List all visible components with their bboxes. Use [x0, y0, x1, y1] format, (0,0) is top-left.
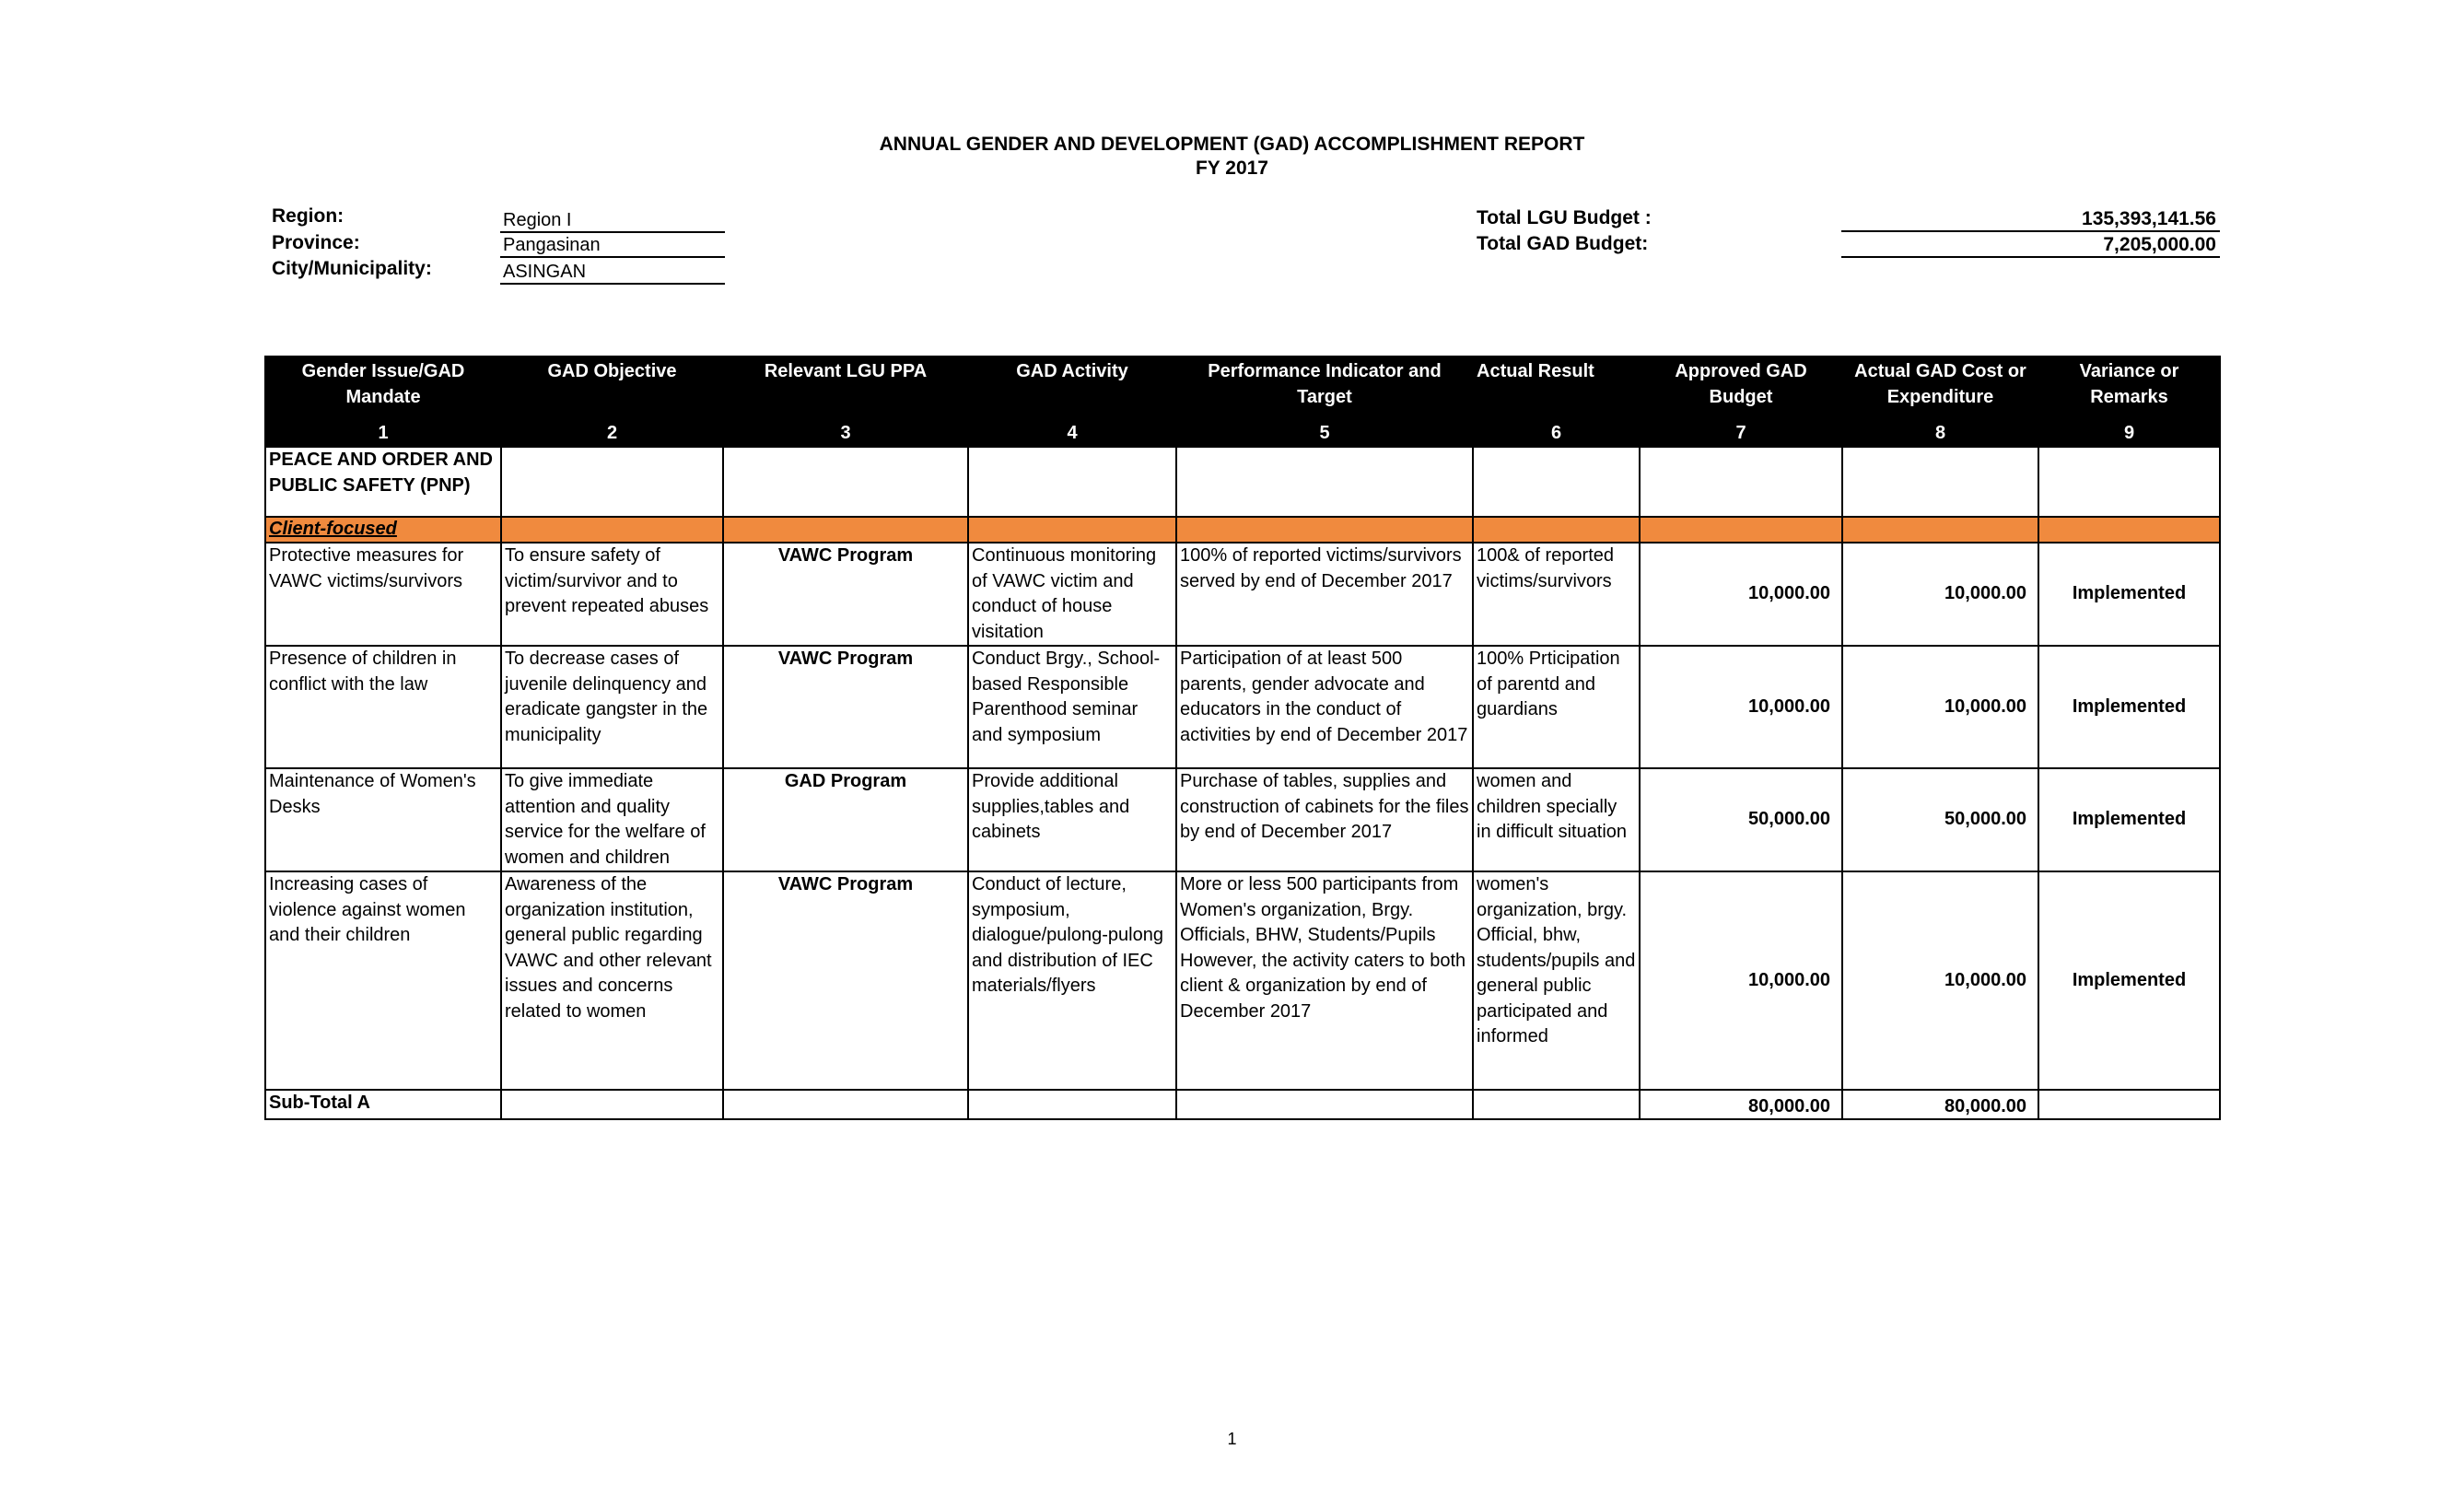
header-cell: Approved GAD Budget: [1640, 356, 1842, 419]
remarks: Implemented: [2038, 543, 2220, 646]
subtotal-approved-budget: 80,000.00: [1640, 1090, 1842, 1119]
remarks: Implemented: [2038, 646, 2220, 768]
actual-cost: 10,000.00: [1842, 646, 2038, 768]
column-number: 3: [723, 419, 968, 447]
gender-issue: Protective measures for VAWC victims/survivors: [265, 543, 501, 646]
actual-result: women and children specially in difficult situation: [1473, 768, 1640, 871]
report-title: ANNUAL GENDER AND DEVELOPMENT (GAD) ACCOMPLISHMENT REPORT: [879, 134, 1585, 155]
region-value: Region I: [500, 209, 725, 233]
header-cell: Gender Issue/GAD Mandate: [265, 356, 501, 419]
lgu-ppa: VAWC Program: [723, 871, 968, 1090]
section-row: [265, 447, 2220, 517]
fiscal-year: FY 2017: [1195, 158, 1268, 179]
header-cell: Relevant LGU PPA: [723, 356, 968, 419]
performance-indicator: 100% of reported victims/survivors served by end of December 2017: [1176, 543, 1473, 646]
gad-activity: Provide additional supplies,tables and cabinets: [968, 768, 1176, 871]
column-number: 2: [501, 419, 723, 447]
header-cell: Actual Result: [1473, 356, 1640, 419]
subtotal-row: [265, 1090, 2220, 1119]
page-number: 1: [1227, 1430, 1237, 1448]
header-cell: Performance Indicator and Target: [1176, 356, 1473, 419]
subtotal-actual-cost: 80,000.00: [1842, 1090, 2038, 1119]
header-cell: GAD Objective: [501, 356, 723, 419]
actual-cost: 50,000.00: [1842, 768, 2038, 871]
client-focused-row: [265, 517, 2220, 543]
approved-budget: 50,000.00: [1640, 768, 1842, 871]
column-number-row: [265, 419, 2220, 447]
client-focused-label: Client-focused: [265, 517, 501, 543]
table-row: [265, 646, 2220, 768]
section-title: PEACE AND ORDER AND PUBLIC SAFETY (PNP): [265, 447, 501, 517]
lgu-budget-label: Total LGU Budget :: [1477, 207, 1652, 228]
actual-result: 100& of reported victims/survivors: [1473, 543, 1640, 646]
gad-activity: Continuous monitoring of VAWC victim and conduct of house visitation: [968, 543, 1176, 646]
column-number: 1: [265, 419, 501, 447]
gad-objective: To give immediate attention and quality service for the welfare of women and children: [501, 768, 723, 871]
performance-indicator: Purchase of tables, supplies and construction of cabinets for the files by end of December 2017: [1176, 768, 1473, 871]
lgu-ppa: GAD Program: [723, 768, 968, 871]
actual-result: women's organization, brgy. Official, bhw, students/pupils and general public participated and informed: [1473, 871, 1640, 1090]
column-number: 6: [1473, 419, 1640, 447]
gad-budget-value: 7,205,000.00: [1841, 234, 2220, 258]
remarks: Implemented: [2038, 871, 2220, 1090]
header-row: [265, 356, 2220, 419]
province-label: Province:: [272, 232, 360, 253]
gad-activity: Conduct Brgy., School-based Responsible Parenthood seminar and symposium: [968, 646, 1176, 768]
actual-result: 100% Prticipation of parentd and guardians: [1473, 646, 1640, 768]
header-cell: GAD Activity: [968, 356, 1176, 419]
approved-budget: 10,000.00: [1640, 646, 1842, 768]
gad-objective: Awareness of the organization institution, general public regarding VAWC and other relevant issues and concerns related to women: [501, 871, 723, 1090]
subtotal-label: Sub-Total A: [265, 1090, 501, 1119]
gender-issue: Increasing cases of violence against women and their children: [265, 871, 501, 1090]
gad-activity: Conduct of lecture, symposium, dialogue/pulong-pulong and distribution of IEC materials/flyers: [968, 871, 1176, 1090]
table-row: [265, 871, 2220, 1090]
gad-objective: To ensure safety of victim/survivor and to prevent repeated abuses: [501, 543, 723, 646]
gender-issue: Presence of children in conflict with the law: [265, 646, 501, 768]
region-label: Region:: [272, 205, 344, 227]
column-number: 9: [2038, 419, 2220, 447]
table-row: [265, 768, 2220, 871]
approved-budget: 10,000.00: [1640, 871, 1842, 1090]
header-cell: Variance or Remarks: [2038, 356, 2220, 419]
column-number: 5: [1176, 419, 1473, 447]
header-cell: Actual GAD Cost or Expenditure: [1842, 356, 2038, 419]
actual-cost: 10,000.00: [1842, 543, 2038, 646]
performance-indicator: Participation of at least 500 parents, gender advocate and educators in the conduct of activities by end of December 2017: [1176, 646, 1473, 768]
city-label: City/Municipality:: [272, 258, 432, 279]
column-number: 8: [1842, 419, 2038, 447]
gender-issue: Maintenance of Women's Desks: [265, 768, 501, 871]
province-value: Pangasinan: [500, 234, 725, 258]
lgu-ppa: VAWC Program: [723, 646, 968, 768]
gad-objective: To decrease cases of juvenile delinquency and eradicate gangster in the municipality: [501, 646, 723, 768]
approved-budget: 10,000.00: [1640, 543, 1842, 646]
city-value: ASINGAN: [500, 261, 725, 285]
column-number: 4: [968, 419, 1176, 447]
gad-budget-label: Total GAD Budget:: [1477, 233, 1649, 254]
accomplishment-table: [264, 356, 2221, 1120]
column-number: 7: [1640, 419, 1842, 447]
actual-cost: 10,000.00: [1842, 871, 2038, 1090]
lgu-budget-value: 135,393,141.56: [1841, 208, 2220, 232]
remarks: Implemented: [2038, 768, 2220, 871]
performance-indicator: More or less 500 participants from Women's organization, Brgy. Officials, BHW, Students/Pupils However, the activity caters to both client & organization by end of December 2017: [1176, 871, 1473, 1090]
lgu-ppa: VAWC Program: [723, 543, 968, 646]
table-row: [265, 543, 2220, 646]
